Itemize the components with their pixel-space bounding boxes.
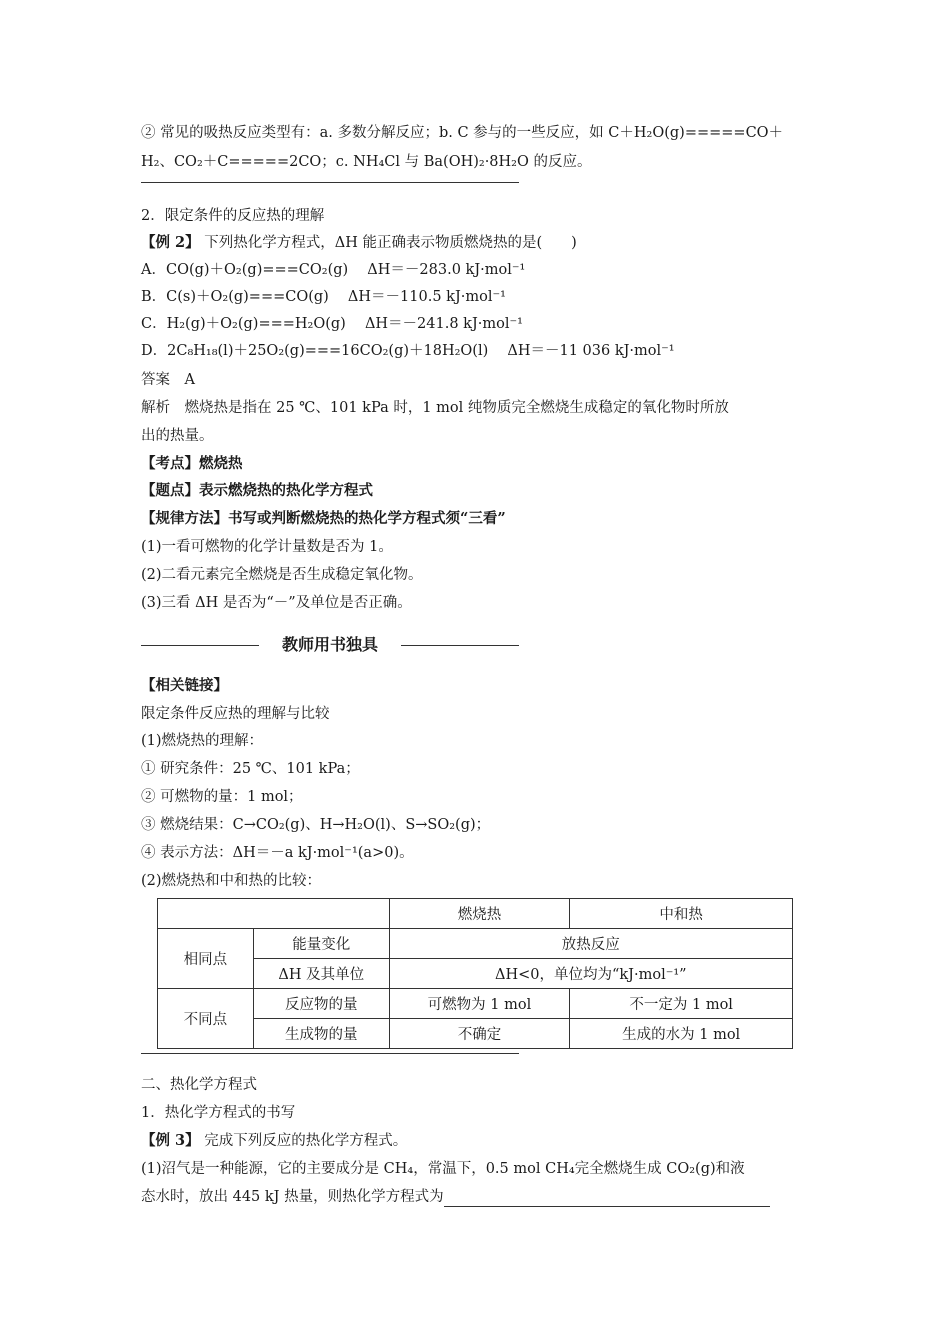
table-diff-label: 不同点 — [158, 989, 254, 1049]
example-3-q1-line-1: (1)沼气是一种能源，它的主要成分是 CH₄，常温下，0.5 mol CH₄完全燃烧生成 CO₂(g)和液 — [141, 1161, 745, 1177]
example-2-question-text: 下列热化学方程式，ΔH 能正确表示物质燃烧热的是( ) — [204, 235, 577, 251]
tidian-label: 【题点】表示燃烧热的热化学方程式 — [141, 482, 373, 499]
table-row — [158, 959, 793, 989]
example-2-option-d: D．2C₈H₁₈(l)＋25O₂(g)===16CO₂(g)＋18H₂O(l) ΔH＝－11 036 kJ·mol⁻¹ — [141, 343, 675, 359]
related-item-1: (1)燃烧热的理解： — [141, 733, 264, 749]
table-header-burn: 燃烧热 — [389, 899, 570, 929]
related-item-5: ④ 表示方法：ΔH＝－a kJ·mol⁻¹(a>0)。 — [141, 845, 414, 861]
table-reactant-amount: 反应物的量 — [253, 989, 389, 1019]
method-item-1: (1)一看可燃物的化学计量数是否为 1。 — [141, 539, 393, 555]
method-item-2: (2)二看元素完全燃烧是否生成稳定氧化物。 — [141, 567, 423, 583]
example-2-option-c: C．H₂(g)＋O₂(g)===H₂O(g) ΔH＝－241.8 kJ·mol⁻¹ — [141, 316, 523, 332]
example-2-answer: 答案 A — [141, 372, 195, 388]
table-energy-value: 放热反应 — [389, 929, 792, 959]
table-row — [158, 989, 793, 1019]
table-reactant-burn: 可燃物为 1 mol — [389, 989, 570, 1019]
example-2-option-a: A．CO(g)＋O₂(g)===CO₂(g) ΔH＝－283.0 kJ·mol⁻¹ — [141, 262, 526, 278]
method-title: 【规律方法】书写或判断燃烧热的热化学方程式须“三看” — [141, 510, 506, 527]
related-item-4: ③ 燃烧结果：C→CO₂(g)、H→H₂O(l)、S→SO₂(g)； — [141, 817, 491, 833]
related-link-tag: 【相关链接】 — [141, 677, 228, 694]
table-reactant-neut: 不一定为 1 mol — [570, 989, 793, 1019]
method-item-3: (3)三看 ΔH 是否为“－”及单位是否正确。 — [141, 595, 412, 611]
example-2-option-b: B．C(s)＋O₂(g)===CO(g) ΔH＝－110.5 kJ·mol⁻¹ — [141, 289, 506, 305]
table-corner-cell — [158, 899, 390, 929]
table-row — [158, 899, 793, 929]
example-3-q1-line-2 — [141, 1187, 770, 1207]
example-3-q1-text: 态水时，放出 445 kJ 热量，则热化学方程式为 — [141, 1189, 444, 1205]
table-header-neut: 中和热 — [570, 899, 793, 929]
related-item-3: ② 可燃物的量：1 mol； — [141, 789, 303, 805]
answer-blank-field[interactable] — [444, 1192, 770, 1207]
section-two-subtitle: 1．热化学方程式的书写 — [141, 1105, 296, 1121]
teacher-section-heading — [141, 634, 519, 656]
table-row — [158, 929, 793, 959]
table-dh-value: ΔH<0，单位均为“kJ·mol⁻¹” — [389, 959, 792, 989]
related-item-6: (2)燃烧热和中和热的比较： — [141, 873, 322, 889]
table-product-amount: 生成物的量 — [253, 1019, 389, 1049]
example-3-question — [141, 1131, 407, 1151]
example-2-analysis-line-2: 出的热量。 — [141, 428, 214, 444]
related-subtitle: 限定条件反应热的理解与比较 — [141, 706, 330, 722]
endothermic-paragraph-line-1: ② 常见的吸热反应类型有：a. 多数分解反应；b. C 参与的一些反应，如 C＋H₂O(g)=====CO＋ — [141, 125, 784, 141]
example-2-tag: 【例 2】 — [141, 234, 200, 251]
example-2-question — [141, 233, 577, 253]
section-two-title: 二、热化学方程式 — [141, 1077, 257, 1093]
example-3-question-text: 完成下列反应的热化学方程式。 — [204, 1133, 408, 1149]
kaodian-label: 【考点】燃烧热 — [141, 455, 243, 472]
table-energy-change: 能量变化 — [253, 929, 389, 959]
table-product-burn: 不确定 — [389, 1019, 570, 1049]
comparison-table — [157, 898, 793, 1049]
example-3-tag: 【例 3】 — [141, 1132, 200, 1149]
separator-rule — [141, 1053, 519, 1054]
example-2-analysis-line-1: 解析 燃烧热是指在 25 ℃、101 kPa 时，1 mol 纯物质完全燃烧生成稳定的氧化物时所放 — [141, 400, 729, 416]
related-item-2: ① 研究条件：25 ℃、101 kPa； — [141, 761, 360, 777]
separator-rule — [141, 182, 519, 183]
endothermic-paragraph-line-2: H₂、CO₂＋C=====2CO；c. NH₄Cl 与 Ba(OH)₂·8H₂O 的反应。 — [141, 154, 592, 170]
table-dh-unit: ΔH 及其单位 — [253, 959, 389, 989]
table-row — [158, 1019, 793, 1049]
table-product-neut: 生成的水为 1 mol — [570, 1019, 793, 1049]
table-same-label: 相同点 — [158, 929, 254, 989]
teacher-section-title: 教师用书独具 — [272, 635, 388, 654]
section-2-title: 2．限定条件的反应热的理解 — [141, 208, 325, 224]
